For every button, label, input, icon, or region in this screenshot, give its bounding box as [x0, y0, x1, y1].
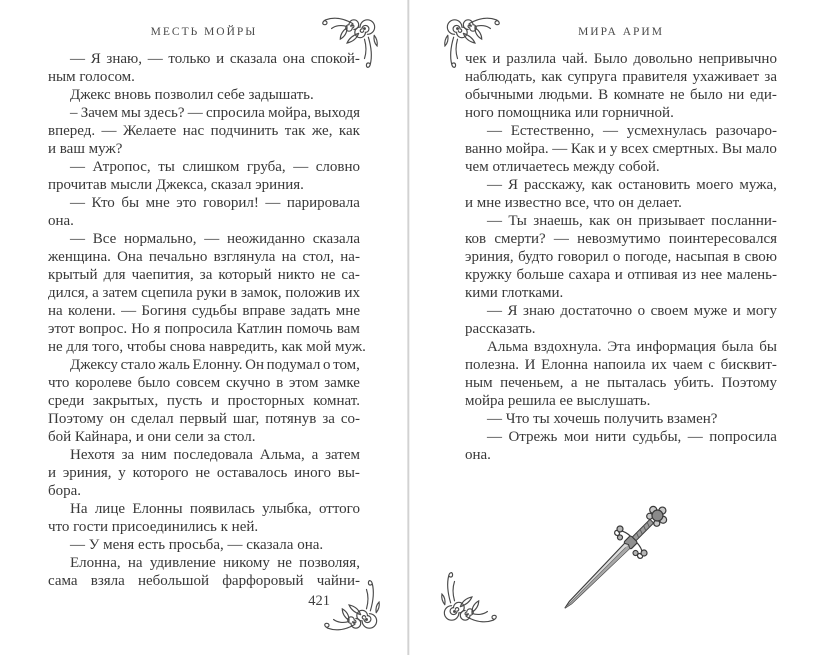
- text-line: кружку больше сахара и отпивая из нее малень-: [465, 267, 777, 283]
- text-line: и ваш муж?: [48, 141, 123, 157]
- text-line: Джекс вновь позволил себе задышать.: [70, 87, 314, 103]
- ornate-sword-illustration: [561, 500, 679, 624]
- text-line: — Все нормально, — неожиданно сказала: [70, 231, 360, 247]
- text-line: ным печеньем, а не пыталась убить. Поэтому: [465, 375, 777, 391]
- corner-ornament-icon: [320, 574, 382, 634]
- text-line: Джексу стало жаль Елонну. Он подумал о том,: [70, 357, 360, 373]
- text-line: обычными людьми. В комнате не было ни еди-: [465, 87, 777, 103]
- text-line: — Естественно, — усмехнулась разочаро-: [487, 123, 777, 139]
- text-line: рассказать.: [465, 321, 536, 337]
- text-line: — Кто бы мне это говорил! — парировала: [70, 195, 360, 211]
- text-line: — Я знаю достаточно о своем муже и могу: [487, 303, 777, 319]
- text-line: На лице Елонны появилась улыбка, оттого: [70, 501, 360, 517]
- text-line: — Я расскажу, как остановить моего мужа,: [487, 177, 777, 193]
- text-line: вперед. — Желаете нас подчинить так же, как: [48, 123, 360, 139]
- text-line: она.: [465, 447, 491, 463]
- corner-ornament-icon: [439, 566, 501, 626]
- left-page[interactable]: [0, 0, 407, 655]
- text-line: она.: [48, 213, 74, 229]
- text-line: ванно мойра. — Как и у всех смертных. Вы мало: [465, 141, 777, 157]
- text-line: Альма вздохнула. Эта информация была бы: [487, 339, 777, 355]
- page-number: 421: [308, 593, 330, 609]
- text-line: Поэтому он сделал первый шаг, потянув за со-: [48, 411, 360, 427]
- text-line: ного помощника или горничной.: [465, 105, 674, 121]
- text-line: — Атропос, ты слишком груба, — словно: [70, 159, 360, 175]
- text-line: чем отличаетесь между собой.: [465, 159, 660, 175]
- text-line: — Отрежь мои нити судьбы, — попросила: [487, 429, 777, 445]
- left-running-head: МЕСТЬ МОЙРЫ: [150, 26, 258, 38]
- text-line: – Зачем мы здесь? — спросила мойра, выходя: [70, 105, 360, 121]
- text-line: — Ты знаешь, как он призывает посланни-: [487, 213, 777, 229]
- text-line: мойра решила ее выслушать.: [465, 393, 651, 409]
- text-line: ков смерти? — невозмутимо поинтересовался: [465, 231, 777, 247]
- text-line: среди закрытых, пусть и просторных комнат.: [48, 393, 360, 409]
- text-line: — Я знаю, — только и сказала она спокой-: [70, 51, 360, 67]
- text-line: сама взяла небольшой фарфоровый чайни-: [48, 573, 360, 589]
- text-line: женщина. Она печально взглянула на стол, на-: [48, 249, 360, 265]
- text-line: и эриния, у которого не оставалось иного вы-: [48, 465, 360, 481]
- text-line: этот вопрос. Но я попросила Катлин помочь вам: [48, 321, 360, 337]
- text-line: бора.: [48, 483, 82, 499]
- text-line: прочитав мысли Джекса, сказал эриния.: [48, 177, 304, 193]
- text-line: эриния, будто говорил о погоде, насыпая в свою: [465, 249, 777, 265]
- text-line: и мне известно все, что он делает.: [465, 195, 682, 211]
- text-line: Нехотя за ним последовала Альма, а затем: [70, 447, 360, 463]
- text-line: — У меня есть просьба, — сказала она.: [70, 537, 324, 553]
- text-line: полезна. И Елонна напоила их чаем с бисквит-: [465, 357, 777, 373]
- right-page-text: [465, 50, 777, 464]
- text-line: не для того, чтобы снова навредить, как мой муж.: [48, 339, 366, 355]
- text-line: что королеве было совсем скучно в этом замке: [48, 375, 360, 391]
- text-line: крытый для чаепития, за который никто не са-: [48, 267, 360, 283]
- text-line: чек и разлила чай. Было довольно непривычно: [465, 51, 777, 67]
- text-line: Елонна, на удивление никому не позволяя,: [70, 555, 360, 571]
- text-line: что гости присоединились к ней.: [48, 519, 259, 535]
- page-gutter-divider: [407, 0, 410, 655]
- text-line: кими глотками.: [465, 285, 564, 301]
- text-line: — Что ты хочешь получить взамен?: [487, 411, 718, 427]
- text-line: на колени. — Богиня судьбы вправе задать мне: [48, 303, 360, 319]
- text-line: дился, а затем сцепила руки в замок, положив их: [48, 285, 360, 301]
- right-running-head: МИРА АРИМ: [578, 26, 664, 38]
- left-page-text: [48, 50, 366, 590]
- text-line: бой Кайнара, и они сели за стол.: [48, 429, 256, 445]
- right-page[interactable]: [411, 0, 819, 655]
- text-line: ным голосом.: [48, 69, 135, 85]
- text-line: наблюдать, как супруга правителя ухаживает за: [465, 69, 777, 85]
